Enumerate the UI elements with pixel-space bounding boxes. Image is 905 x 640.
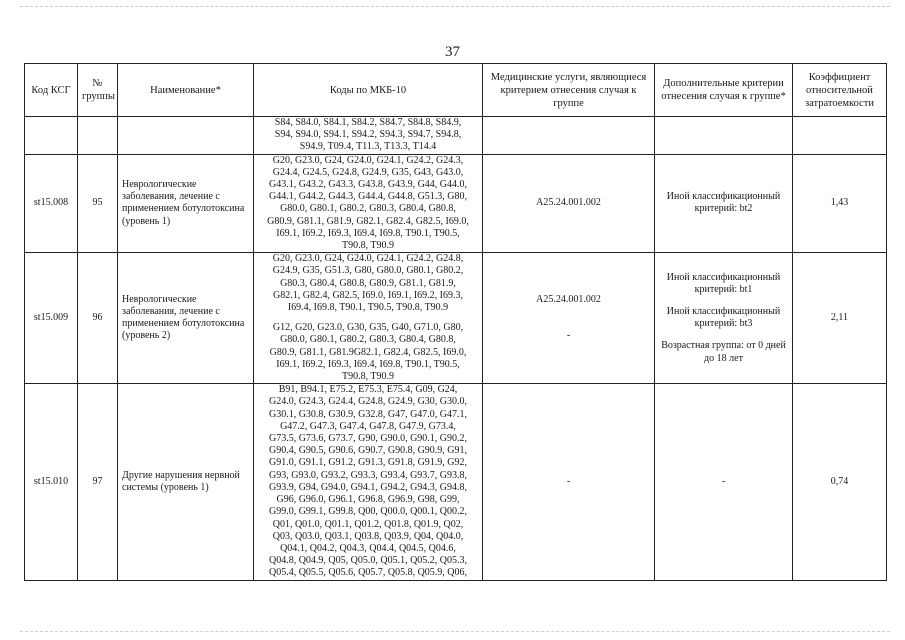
coefficient: 2,11 xyxy=(793,253,887,384)
header-group-no: № группы xyxy=(78,64,118,117)
code-line: G73.5, G73.6, G73.7, G90, G90.0, G90.1, G90.2, xyxy=(268,433,468,445)
code-line: G20, G23.0, G24, G24.0, G24.1, G24.2, G24.8, xyxy=(272,253,464,265)
code-line: G80.3, G80.4, G80.8, G80.9, G81.1, G81.9, xyxy=(280,277,456,289)
medical-service: A25.24.001.002 xyxy=(483,154,655,253)
code-line: Q03, Q03.0, Q03.1, Q03.8, Q03.9, Q04, Q04.0, xyxy=(272,530,464,542)
code-line: G91.0, G91.1, G91.2, G91.3, G91.8, G91.9, G92, xyxy=(268,457,468,469)
scan-edge-top xyxy=(20,6,890,7)
code-line: G24.0, G24.3, G24.4, G24.8, G24.9, G30, G30.0, xyxy=(268,396,468,408)
code-line: Q01, Q01.0, Q01.1, Q01.2, Q01.8, Q01.9, Q02, xyxy=(272,518,464,530)
additional-criterion-c: Возрастная группа: от 0 дней до 18 лет xyxy=(661,340,786,364)
code-line: I69.1, I69.2, I69.3, I69.4, I69.8, T90.1, T90.5, xyxy=(276,358,460,370)
code-line: I69.4, I69.8, T90.1, T90.5, T90.8, T90.9 xyxy=(287,302,449,314)
additional-criterion: - xyxy=(655,384,793,580)
coefficient: 0,74 xyxy=(793,384,887,580)
code-line: G93, G93.0, G93.2, G93.3, G93.4, G93.7, G93.8, xyxy=(268,469,468,481)
code-line: G99.0, G99.1, G99.8, Q00, Q00.0, Q00.1, Q00.2, xyxy=(268,506,468,518)
group-number: 95 xyxy=(78,154,118,253)
code-line: G93.9, G94, G94.0, G94.1, G94.2, G94.3, G94.8, xyxy=(268,481,468,493)
header-additional: Дополнительные критерии отнесения случая к группе* xyxy=(655,64,793,117)
additional-criterion-a: Иной классификационный критерий: bt1 xyxy=(666,271,781,295)
header-coefficient: Коэффициент относительной затратоемкости xyxy=(793,64,887,117)
header-row xyxy=(25,64,887,117)
ksg-code: st15.008 xyxy=(25,154,78,253)
icd-codes-cell xyxy=(254,154,483,253)
code-line: G47.2, G47.3, G47.4, G47.8, G47.9, G73.4, xyxy=(280,420,456,432)
code-line: G90.4, G90.5, G90.6, G90.7, G90.8, G90.9, G91, xyxy=(268,445,468,457)
medical-service-a: A25.24.001.002 xyxy=(536,294,601,306)
code-line: S94, S94.0, S94.1, S94.2, S94.3, S94.7, S94.8, xyxy=(274,129,462,141)
medical-service-b: - xyxy=(566,330,571,342)
ksg-code: st15.009 xyxy=(25,253,78,384)
code-line: G24.4, G24.5, G24.8, G24.9, G35, G43, G43.0, xyxy=(272,166,464,178)
code-line: G82.1, G82.4, G82.5, I69.0, I69.1, I69.2, I69.3, xyxy=(273,289,463,301)
header-icd-codes: Коды по МКБ-10 xyxy=(254,64,483,117)
ksg-table xyxy=(24,63,887,581)
group-number: 96 xyxy=(78,253,118,384)
icd-codes-cell xyxy=(254,253,483,384)
code-line: Q05.4, Q05.5, Q05.6, Q05.7, Q05.8, Q05.9, Q06, xyxy=(268,567,468,579)
code-line: G96, G96.0, G96.1, G96.8, G96.9, G98, G99, xyxy=(276,494,460,506)
icd-codes-cell xyxy=(254,117,483,155)
additional-criterion-b: Иной классификационный критерий: bt3 xyxy=(666,306,781,330)
header-services: Медицинские услуги, являющиеся критерием отнесения случая к группе xyxy=(483,64,655,117)
code-line: T90.8, T90.9 xyxy=(341,240,395,252)
code-line: G24.9, G35, G51.3, G80, G80.0, G80.1, G80.2, xyxy=(272,265,464,277)
table-row xyxy=(25,384,887,580)
code-line: G80.0, G80.1, G80.2, G80.3, G80.4, G80.8, xyxy=(280,334,456,346)
medical-service xyxy=(483,253,655,384)
code-line: G80.9, G81.1, G81.9, G82.1, G82.4, G82.5, I69.0, xyxy=(267,215,469,227)
group-name: Неврологические заболевания, лечение с применением ботулотоксина (уровень 2) xyxy=(118,253,254,384)
code-line: I69.1, I69.2, I69.3, I69.4, I69.8, T90.1, T90.5, xyxy=(276,227,460,239)
code-line: G12, G20, G23.0, G30, G35, G40, G71.0, G80, xyxy=(272,322,464,334)
medical-service: - xyxy=(483,384,655,580)
icd-codes-cell xyxy=(254,384,483,580)
group-number: 97 xyxy=(78,384,118,580)
code-line: G20, G23.0, G24, G24.0, G24.1, G24.2, G24.3, xyxy=(272,154,464,166)
code-line: S84, S84.0, S84.1, S84.2, S84.7, S84.8, S84.9, xyxy=(274,117,462,128)
code-line: G80.9, G81.1, G81.9G82.1, G82.4, G82.5, I69.0, xyxy=(269,346,467,358)
code-line: G30.1, G30.8, G30.9, G32.8, G47, G47.0, G47.1, xyxy=(268,408,468,420)
ksg-code: st15.010 xyxy=(25,384,78,580)
page-number: 37 xyxy=(445,44,460,60)
table-row-continuation xyxy=(25,117,887,155)
table-row xyxy=(25,154,887,253)
table-row xyxy=(25,253,887,384)
group-name: Неврологические заболевания, лечение с применением ботулотоксина (уровень 1) xyxy=(118,154,254,253)
code-line: G80.0, G80.1, G80.2, G80.3, G80.4, G80.8, xyxy=(280,203,456,215)
code-line: B91, B94.1, E75.2, E75.3, E75.4, G09, G24, xyxy=(278,384,458,396)
additional-criterion xyxy=(655,253,793,384)
additional-criterion: Иной классификационный критерий: bt2 xyxy=(655,154,793,253)
coefficient: 1,43 xyxy=(793,154,887,253)
scan-edge-bottom xyxy=(20,631,890,632)
code-line: T90.8, T90.9 xyxy=(341,371,395,383)
code-line: G43.1, G43.2, G43.3, G43.8, G43.9, G44, G44.0, xyxy=(268,179,468,191)
code-line: Q04.8, Q04.9, Q05, Q05.0, Q05.1, Q05.2, Q05.3, xyxy=(268,555,468,567)
code-line: Q04.1, Q04.2, Q04.3, Q04.4, Q04.5, Q04.6, xyxy=(280,542,456,554)
group-name: Другие нарушения нервной системы (уровень 1) xyxy=(118,384,254,580)
header-ksg-code: Код КСГ xyxy=(25,64,78,117)
code-line: G44.1, G44.2, G44.3, G44.4, G44.8, G51.3, G80, xyxy=(268,191,468,203)
header-name: Наименование* xyxy=(118,64,254,117)
code-line: S94.9, T09.4, T11.3, T13.3, T14.4 xyxy=(299,141,437,153)
